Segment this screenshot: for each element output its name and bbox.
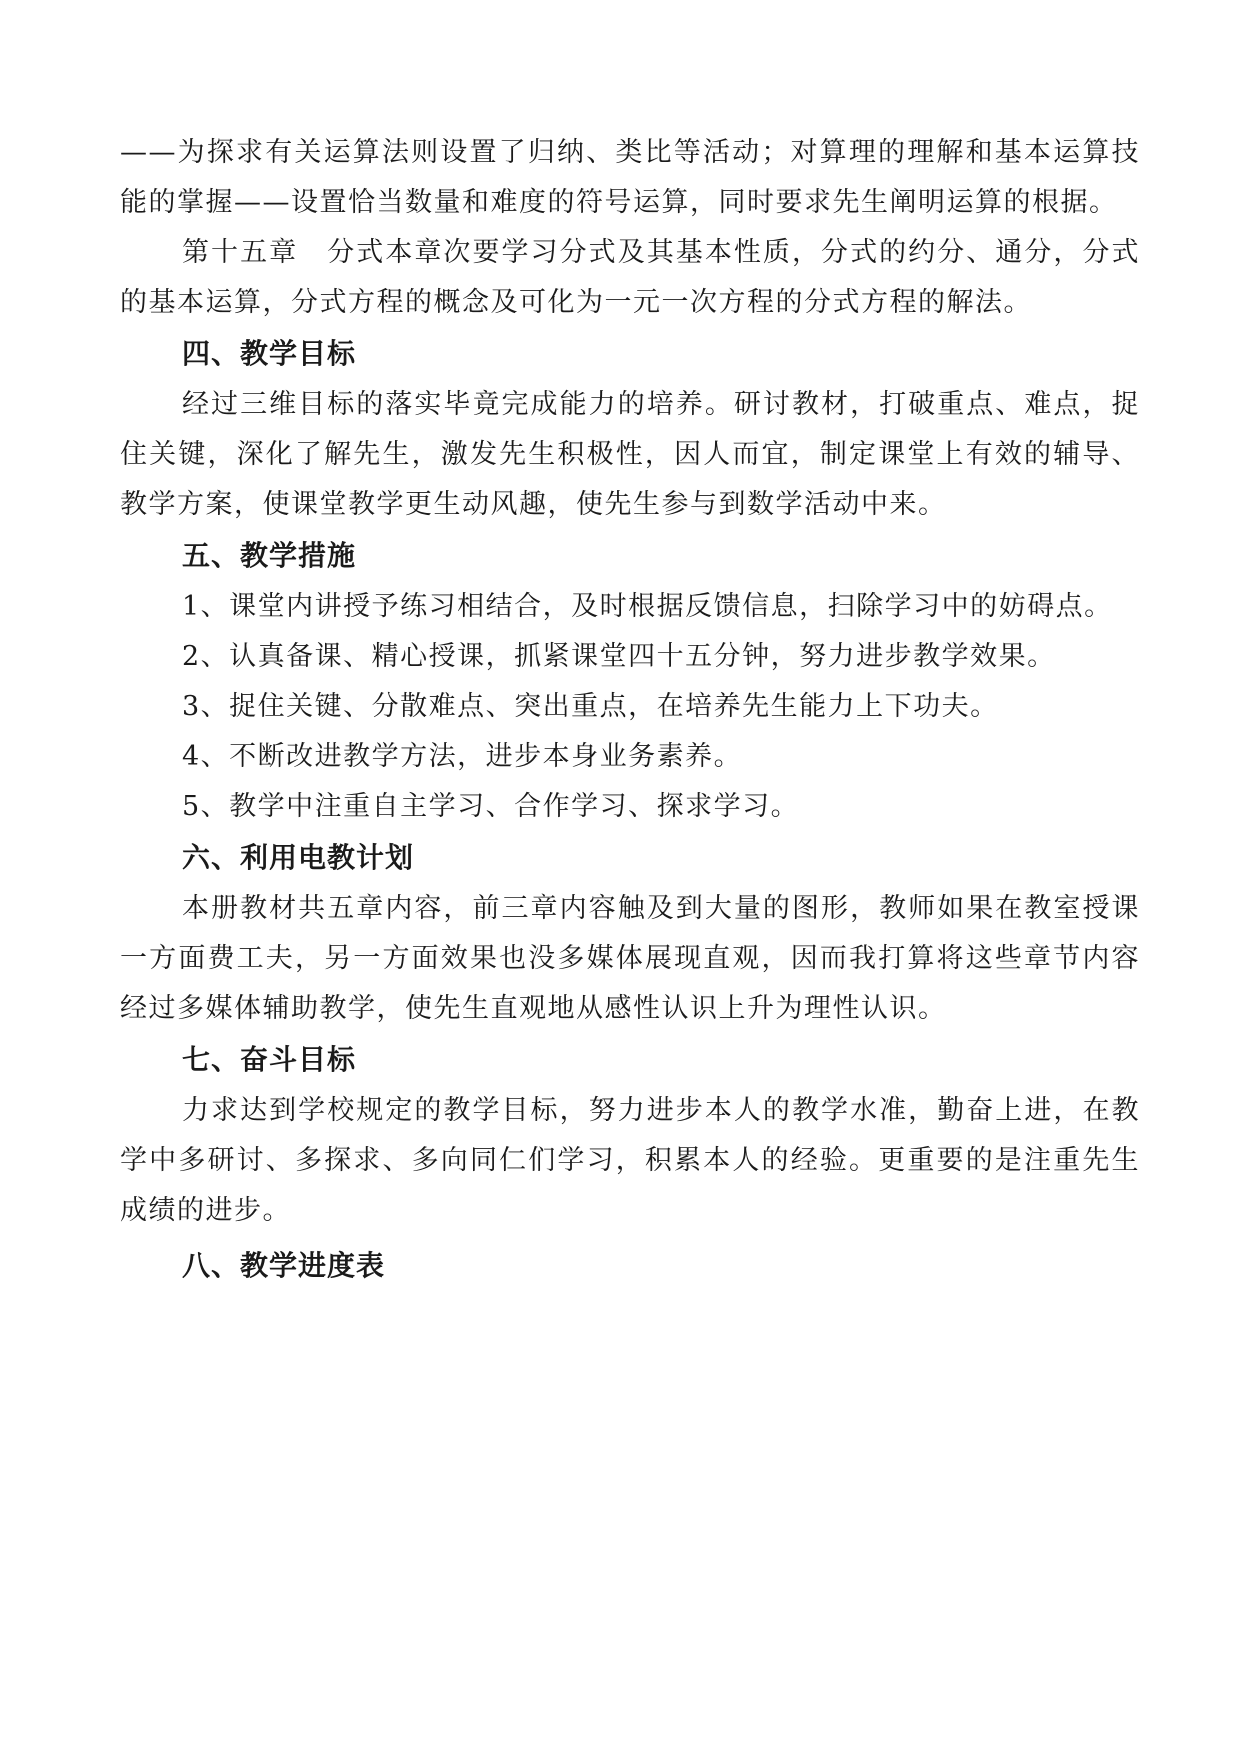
list-item: 2、认真备课、精心授课，抓紧课堂四十五分钟，努力进步教学效果。 — [182, 641, 1056, 672]
section4-title: 四、教学目标 — [182, 337, 357, 370]
section7-title: 七、奋斗目标 — [182, 1043, 357, 1076]
section5-title: 五、教学措施 — [182, 539, 357, 572]
list-item: 1、课堂内讲授予练习相结合，及时根据反馈信息，扫除学习中的妨碍点。 — [182, 591, 1113, 622]
section6-title: 六、利用电教计划 — [182, 841, 415, 874]
chapter15-paragraph: 第十五章 分式本章次要学习分式及其基本性质，分式的约分、通分，分式的基本运算，分式方程的概念及可化为一元一次方程的分式方程的解法。 — [120, 237, 1140, 318]
list-item: 5、教学中注重自主学习、合作学习、探求学习。 — [182, 791, 800, 822]
section4-body: 经过三维目标的落实毕竟完成能力的培养。研讨教材，打破重点、难点，捉住关键，深化了解先生，激发先生积极性，因人而宜，制定课堂上有效的辅导、教学方案，使课堂教学更生动风趣，使先生参与到数学活动中来。 — [120, 389, 1140, 520]
intro-paragraph: ——为探求有关运算法则设置了归纳、类比等活动；对算理的理解和基本运算技能的掌握——设置恰当数量和难度的符号运算，同时要求先生阐明运算的根据。 — [120, 137, 1140, 218]
section6-body: 本册教材共五章内容，前三章内容触及到大量的图形，教师如果在教室授课一方面费工夫，另一方面效果也没多媒体展现直观，因而我打算将这些章节内容经过多媒体辅助教学，使先生直观地从感性认识上升为理性认识。 — [120, 893, 1140, 1024]
section8-title: 八、教学进度表 — [182, 1249, 386, 1282]
document-page — [120, 128, 1140, 1292]
section7-body: 力求达到学校规定的教学目标，努力进步本人的教学水准，勤奋上进，在教学中多研讨、多探求、多向同仁们学习，积累本人的经验。更重要的是注重先生成绩的进步。 — [120, 1095, 1140, 1226]
list-item: 3、捉住关键、分散难点、突出重点，在培养先生能力上下功夫。 — [182, 691, 999, 722]
list-item: 4、不断改进教学方法，进步本身业务素养。 — [182, 741, 743, 772]
